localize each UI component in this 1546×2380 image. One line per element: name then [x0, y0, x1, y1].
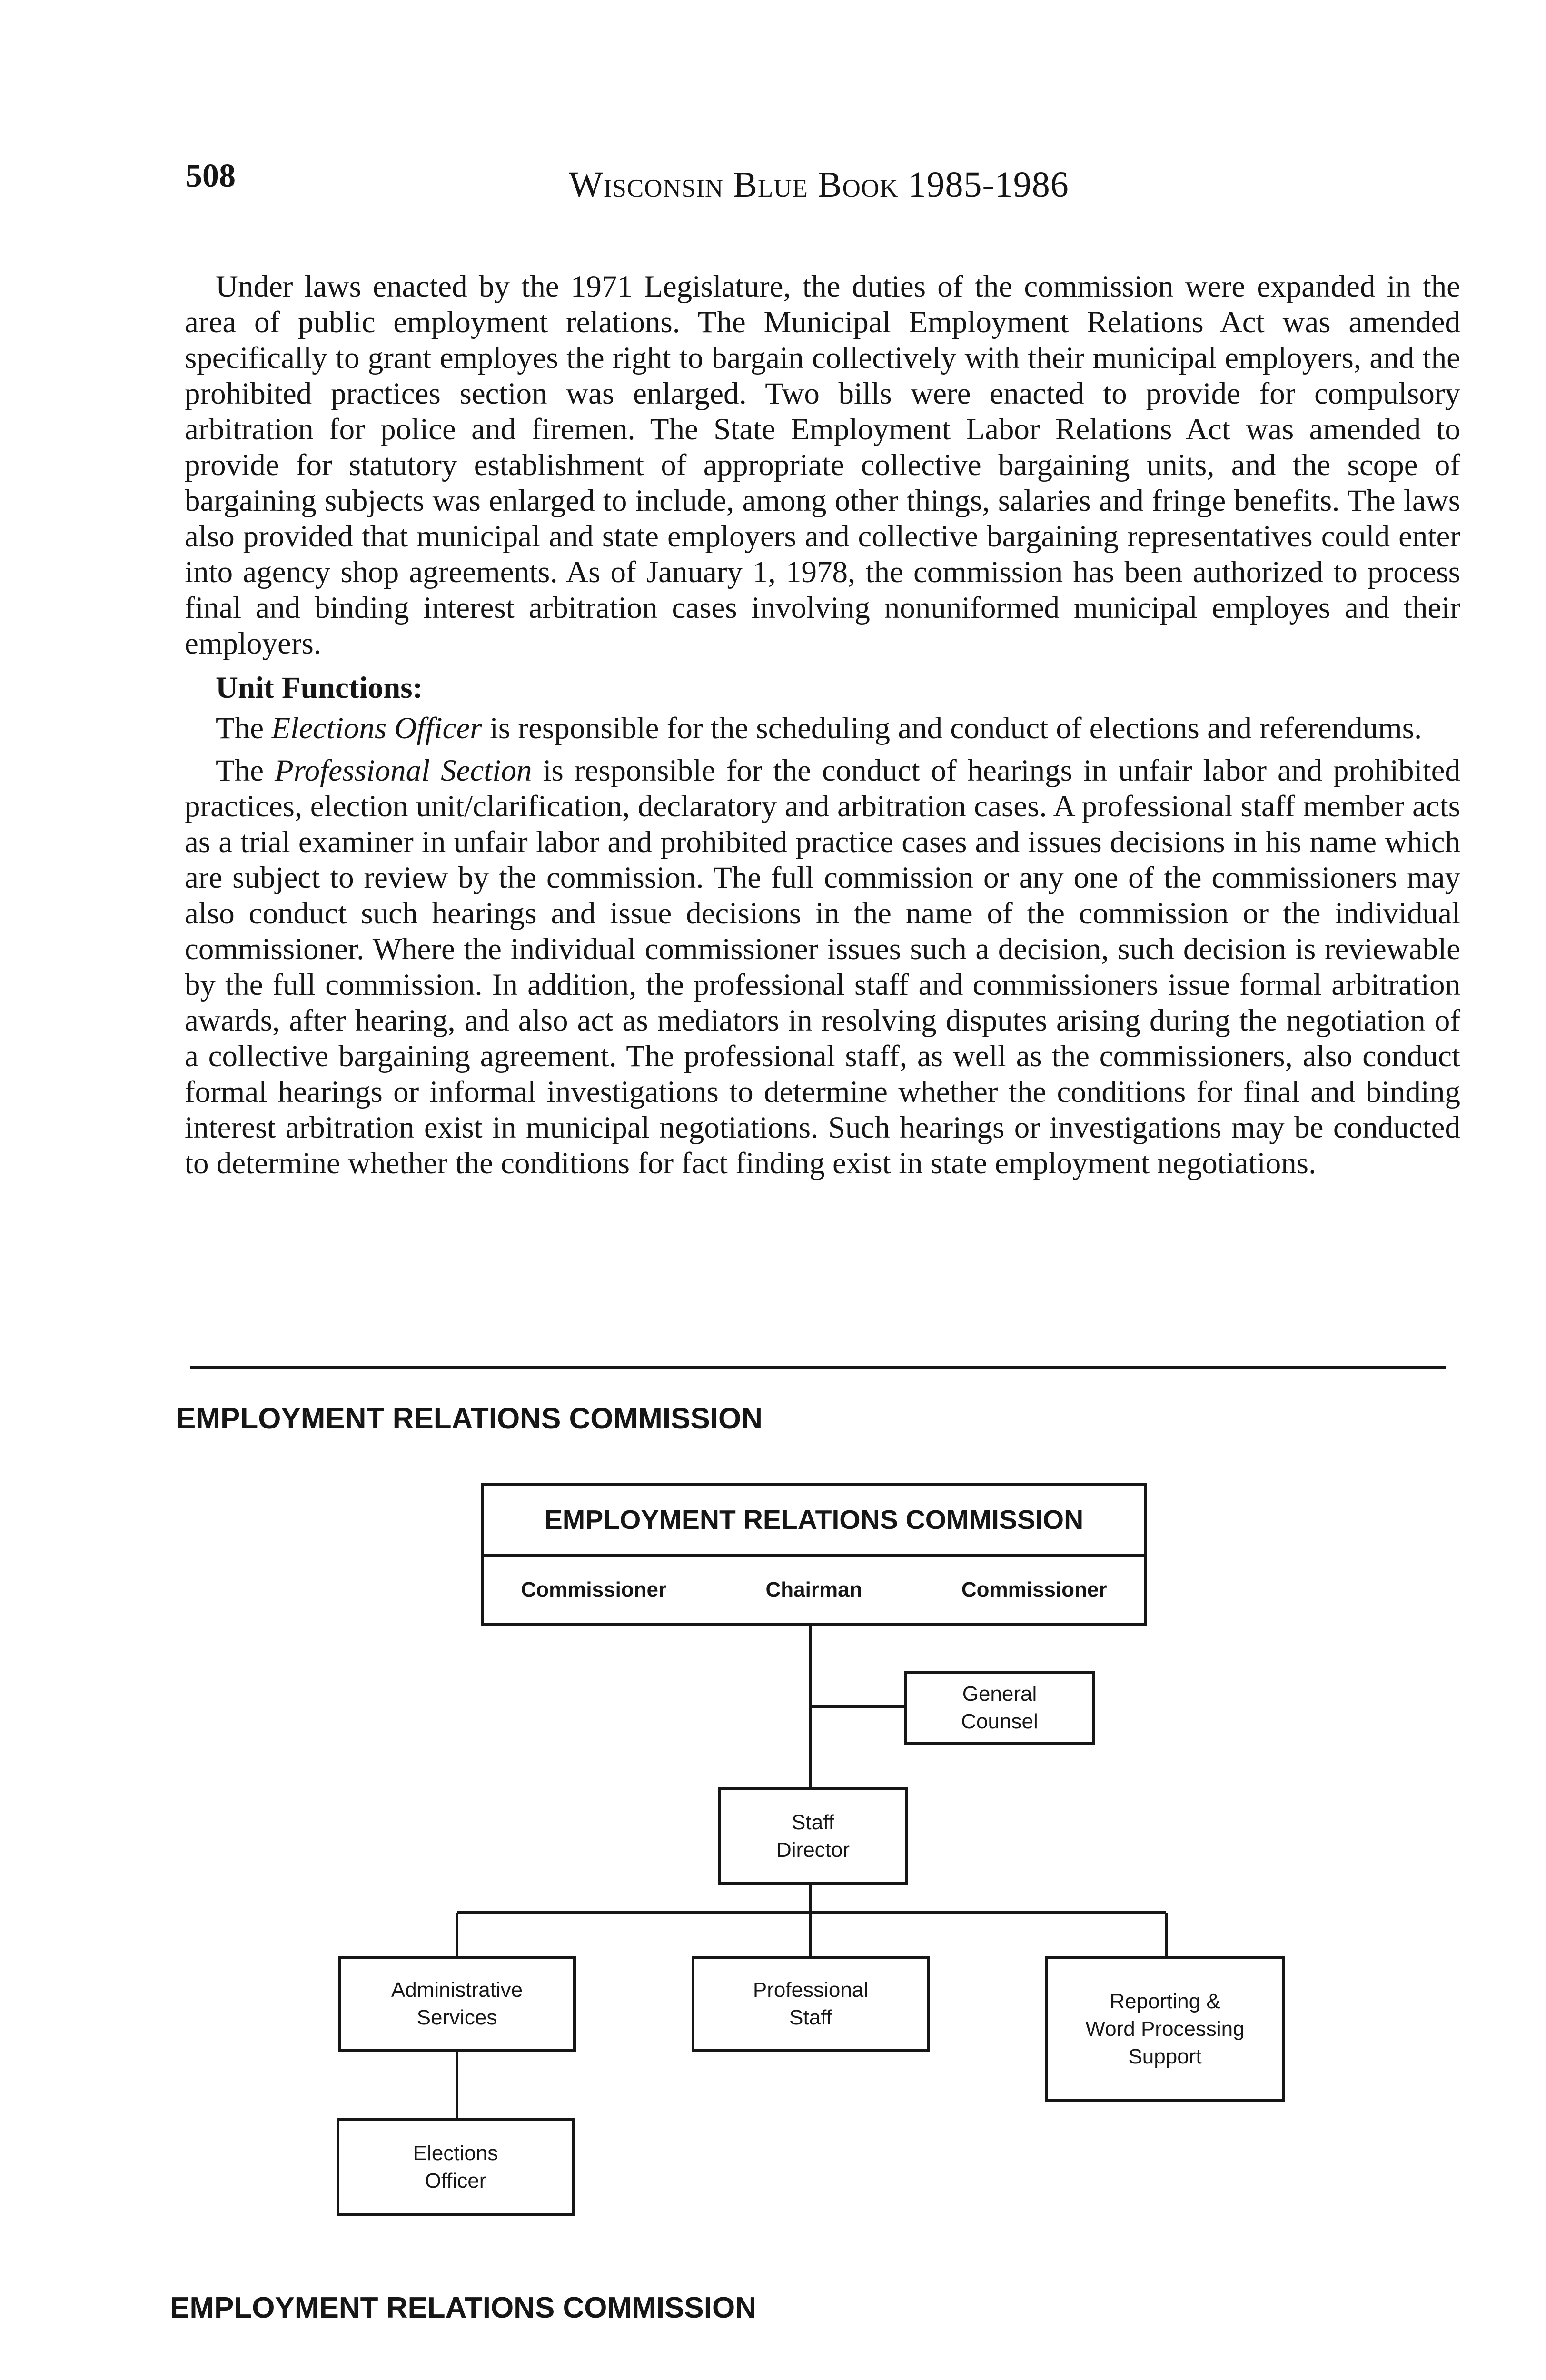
professional-staff-box: Professional Staff: [692, 1956, 930, 2052]
commission-box: [481, 1483, 1147, 1626]
running-head-years: 1985-1986: [908, 165, 1069, 205]
reporting-support-box: Reporting & Word Processing Support: [1045, 1956, 1285, 2102]
commission-members: [484, 1557, 1144, 1623]
running-head-word-1: Wisconsin: [569, 165, 724, 205]
running-head-word-2: Blue: [733, 165, 808, 205]
member-commissioner-left: Commissioner: [521, 1578, 667, 1601]
elections-officer-box: Elections Officer: [337, 2118, 575, 2216]
unit-functions-heading: Unit Functions:: [216, 671, 423, 705]
commission-title: EMPLOYMENT RELATIONS COMMISSION: [484, 1486, 1144, 1557]
staff-director-box: Staff Director: [718, 1787, 908, 1885]
member-chairman: Chairman: [765, 1578, 862, 1601]
administrative-services-box: Administrative Services: [338, 1956, 576, 2052]
paragraph-professional-section: The Professional Section is responsible for the conduct of hearings in unfair labor and prohibited practices, election unit/clarification, declaratory and arbitration cases. A professional staff member acts as a trial examiner in unfair labor and prohibited practice cases and issues decisions in his name which are subject to review by the commission. The full commission or any one of the commissioners may also conduct such hearings and issue decisions in the name of the commission or the individual commissioner. Where the individual commissioner issues such a decision, such decision is reviewable by the full commission. In addition, the professional staff and commissioners issue formal arbitration awards, after hearing, and also act as mediators in resolving disputes arising during the negotiation of a collective bargaining agreement. The professional staff, as well as the commissioners, also conduct formal hearings or informal investigations to determine whether the conditions for final and binding interest arbitration exist in municipal negotiations. Such hearings or investigations may be conducted to determine whether the conditions for fact finding exist in state employment negotiations.: [185, 754, 1460, 1180]
general-counsel-box: General Counsel: [904, 1671, 1095, 1745]
paragraph-elections-officer: The Elections Officer is responsible for the scheduling and conduct of elections and referendums.: [216, 711, 1422, 745]
paragraph-legislature: Under laws enacted by the 1971 Legislature, the duties of the commission were expanded in the area of public employment relations. The Municipal Employment Relations Act was amended specifically to grant employes the right to bargain collectively with their municipal employers, and the prohibited practices section was enlarged. Two bills were enacted to provide for compulsory arbitration for police and firemen. The State Employment Labor Relations Act was amended to provide for statutory establishment of appropriate collective bargaining units, and the scope of bargaining subjects was enlarged to include, among other things, salaries and fringe benefits. The laws also provided that municipal and state employers and collective bargaining representatives could enter into agency shop agreements. As of January 1, 1978, the commission has been authorized to process final and binding interest arbitration cases involving nonuniformed municipal employes and their employers.: [185, 269, 1460, 661]
member-commissioner-right: Commissioner: [961, 1578, 1107, 1601]
running-head-word-3: Book: [817, 165, 899, 205]
page-number: 508: [186, 158, 236, 194]
org-chart-caption-bottom: EMPLOYMENT RELATIONS COMMISSION: [170, 2291, 756, 2324]
org-chart-caption-top: EMPLOYMENT RELATIONS COMMISSION: [176, 1402, 763, 1435]
